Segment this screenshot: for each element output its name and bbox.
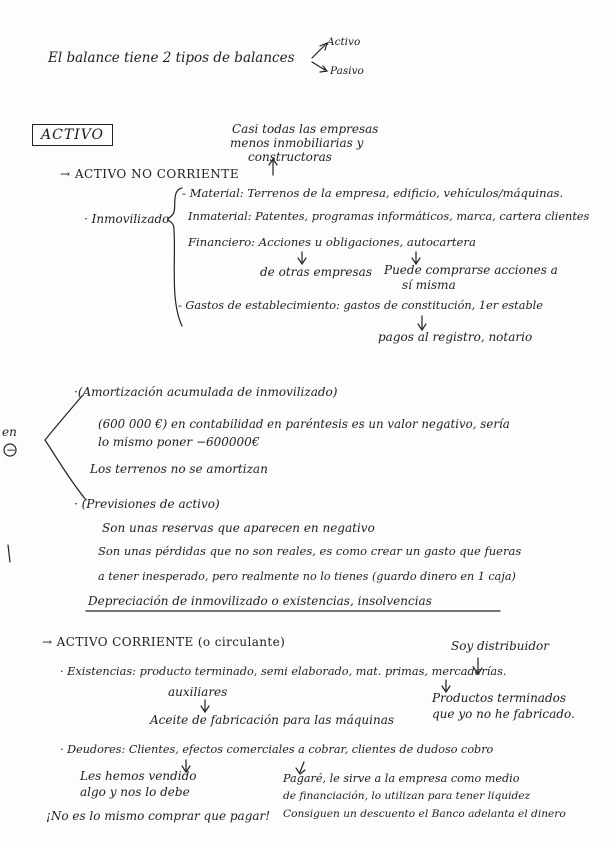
- previsiones-heading: · (Previsiones de activo): [74, 497, 220, 511]
- activo-heading-box: ACTIVO: [32, 124, 113, 146]
- arrow-to-activo: [312, 45, 325, 58]
- pagare-line-3: Consiguen un descuento el Banco adelanta el dinero: [283, 808, 566, 820]
- les-hemos-line-1: Les hemos vendido: [80, 769, 197, 783]
- amortizacion-line-1: (600 000 €) en contabilidad en paréntesis es un valor negativo, sería: [98, 417, 510, 431]
- amortizacion-line-2: lo mismo poner −600000€: [98, 435, 260, 449]
- previsiones-line-3: a tener inesperado, pero realmente no lo tienes (guardo dinero en 1 caja): [98, 570, 516, 583]
- inmaterial-line: Inmaterial: Patentes, programas informáticos, marca, cartera clientes: [188, 210, 590, 223]
- puede-line-1: Puede comprarse acciones a: [384, 263, 558, 277]
- en-label: en: [2, 425, 17, 439]
- soy-distribuidor: Soy distribuidor: [451, 639, 550, 653]
- inmovilizado-label: · Inmovilizado: [84, 212, 170, 226]
- bracket-upper: [45, 396, 82, 440]
- no-es-lo-mismo: ¡No es lo mismo comprar que pagar!: [46, 809, 271, 823]
- casi-note-line-1: Casi todas las empresas: [232, 122, 379, 136]
- material-line: - Material: Terrenos de la empresa, edificio, vehículos/máquinas.: [182, 186, 564, 200]
- puede-line-2: sí misma: [402, 278, 456, 292]
- pagos-line: pagos al registro, notario: [378, 330, 533, 344]
- productos-line-1: Productos terminados: [432, 691, 567, 705]
- terrenos-line: Los terrenos no se amortizan: [90, 462, 268, 476]
- depreciacion-line: Depreciación de inmovilizado o existencias, insolvencias: [88, 594, 432, 608]
- gastos-line: - Gastos de establecimiento: gastos de constitución, 1er estable: [178, 299, 543, 312]
- intro-text: El balance tiene 2 tipos de balances: [48, 50, 295, 66]
- minus-label: −: [6, 443, 17, 457]
- previsiones-line-2: Son unas pérdidas que no son reales, es como crear un gasto que fueras: [98, 544, 522, 558]
- les-hemos-line-2: algo y nos lo debe: [80, 785, 190, 799]
- activo-no-corriente-heading: → ACTIVO NO CORRIENTE: [60, 167, 240, 181]
- financiero-line: Financiero: Acciones u obligaciones, autocartera: [188, 235, 476, 249]
- activo-corriente-heading: → ACTIVO CORRIENTE (o circulante): [42, 635, 286, 649]
- casi-note-line-2: menos inmobiliarias y: [230, 136, 364, 150]
- existencias-line: · Existencias: producto terminado, semi elaborado, mat. primas, mercaderías.: [60, 665, 507, 678]
- branch-pasivo: Pasivo: [330, 65, 364, 77]
- pagare-line-1: Pagaré, le sirve a la empresa como medio: [283, 772, 520, 785]
- pagare-line-2: de financiación, lo utilizan para tener liquidez: [283, 790, 531, 802]
- amortizacion-heading: ·(Amortización acumulada de inmovilizado): [74, 385, 338, 399]
- aceite-line: Aceite de fabricación para las máquinas: [150, 713, 395, 727]
- bracket-lower: [45, 440, 86, 500]
- deudores-line: · Deudores: Clientes, efectos comerciales a cobrar, clientes de dudoso cobro: [60, 743, 494, 756]
- productos-line-2: que yo no he fabricado.: [432, 707, 575, 721]
- branch-activo: Activo: [327, 36, 361, 48]
- casi-note-line-3: constructoras: [248, 150, 332, 164]
- de-otras-empresas: de otras empresas: [260, 265, 372, 279]
- auxiliares-label: auxiliares: [168, 685, 228, 699]
- previsiones-line-1: Son unas reservas que aparecen en negativo: [102, 521, 375, 535]
